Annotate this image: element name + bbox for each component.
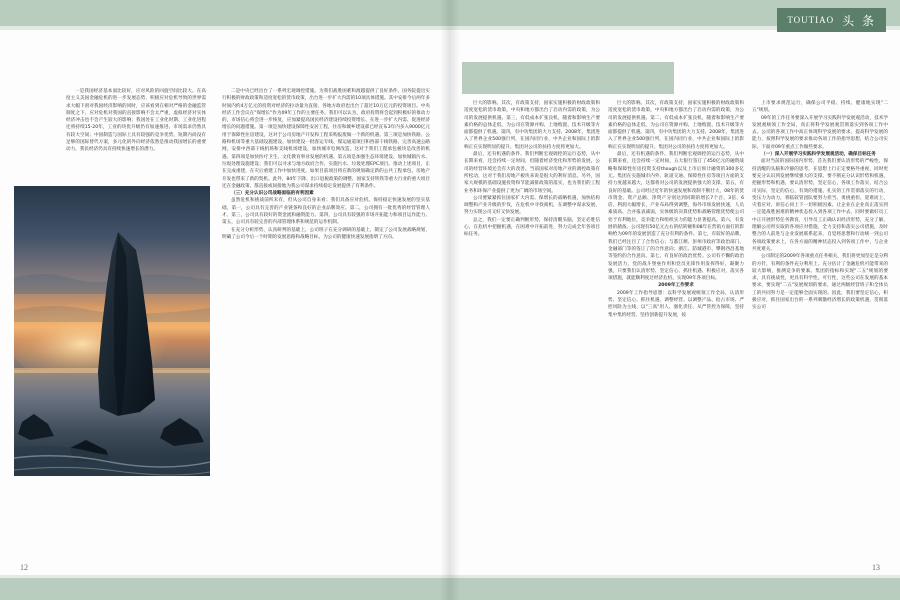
paragraph: 2009年工作指导思想：以科学发展观统领工作全局，认清形势、坚定信心、抓住机遇、调整经营、以调整产品、抢占市场、严控风险为主线，以"三高"用人、强化责任、从严管控为保障，坚持集中集约经营、坚持创新提升发展，按 (608, 290, 744, 318)
page-number-left: 12 (20, 563, 28, 572)
left-col-2 (222, 88, 430, 536)
page-number-right: 13 (872, 563, 880, 572)
right-col-2 (608, 100, 744, 536)
paragraph: 面对当前的国际国内形势，首先我们要认清形势的严峻性，保持清醒的头脑和冷静的思考，在思想上行正定要格外重视，同时更要充分认识到发展继续强大的支撑。要不断充分认识形势和机遇、把握形势和机遇，要认清形势，坚定信心，各项工作落实，结合公司实际，坚定的信心，有效的措施、扎实的工作贯彻落实的行动，变压力为动力，将临较管团队要努力担当、勇挑重担、迎难而上、灾着应对、讲信心同上下一切积极因素、让企业在企业真正落实到一定能战胜困难的精神状态投入到各项工作中去，同时要做好员工中正开展形势任务教育，引导员工正确认识经济形势，充分了解，理解公司所实取的各项应对措施，全力支持和落实公司措施，及时整合的人前进与企业发展联系起来，自觉将思想和行动统一到公司各项政策要求上，在各方面的精神状态投入到各项工作中，与企业共度难关。 (752, 159, 888, 252)
left-col-1 (66, 88, 206, 176)
sunset-sea-stack-photo (14, 186, 210, 476)
paragraph: 最后，还有机遇的条件。我们判断宏观调控的运行态势，从中长期来看，还会持续一定时间，但随着经济变化和形势的发展，公司的经营环境还会有大的改善。当前国家对房地产业的调控政策有所松动，这对于我们房地产板块来说是很大的利好消息。另外，国家大规模的基础设施投资和节能减排政策的落实，也为我们的工程业务和环保产业提供了更为广阔的市场空间。 (464, 152, 600, 194)
left-bottom-pale-band (0, 575, 450, 578)
paragraph: 上市要求规范运行，确保公司平稳、持续、健康地实现"二五"规划。 (752, 101, 888, 114)
right-bottom-pale-band (450, 575, 900, 578)
masthead (777, 8, 886, 32)
paragraph: 巨大的影响。其次，有政策支持，国家实施积极的财政政策和适度宽松的货币政策，中央和地方都出台了启动内需的政策，为公司的发展提供机遇。第二，有低成本扩张良机，随着和影响生产要素价格的总体走低，为公司在资源并购、土地购置、技术升级等方面都提供了机遇。第四，有中功集团的大力支持。2008年，集团进入了世界企业500强行列，在国内同行业、中共企业和国际上的影响正在实现明显的提升，集团对公司的扶持力度将更加大。 (608, 101, 744, 150)
paragraph: 09年的工作任务要深入开展学习实践科学发展观活动，技术学发展观统领工作全局，真正将科学发展观贯彻落实到各项工作中去。公司的各项工作中高正体现科学发展的要求，提高科学发展的能力，按照科学发展的要求推动各项工作的指导思想，结合公司实际，下面对09年重点工作做些要求。 (752, 115, 888, 150)
masthead-latin-title: TOUTIAO (787, 15, 835, 25)
left-top-pale-band (0, 26, 450, 30)
year-section-heading: 2009年工作要求 (658, 283, 694, 289)
left-top-green-band (0, 0, 450, 26)
section-heading: （三）充分认识公司战略面临的有利因素 (231, 191, 314, 197)
paragraph: 公司制定的2009年各项重点任务相关，我们将更加坚定是分利的方针，有利的条件充分利用上。充分估计了金融危机可能带来的较大影响，推测竞争的要素。集团的指标和实现"二五"规划的要求，具有挑战性，更具有科学性。可行性，这些公司在发展的基本要求，要实现"二五"发展规划的要求，通过两级经营班子和全体员工的共同努力是一定能够全面实现的。因此，我们要坚定信心，积极应对，抓住国家出台的一系列刺激经济增长的政策机遇，贯彻落实公司 (752, 254, 888, 311)
right-col-1 (464, 100, 600, 536)
paragraph: 最后，还有机遇的条件。我们判断宏观调控的运行态势，从中长期来看，还会持续一定时间，五大银行签订了450亿元的融资战略和保障性住房投资支持though以及上市后预计融资的300多亿元。集团在实施城市内外、轨道交通、保障性住房等项目方面的支持力度越来越大，这都将对公司的发展提供强大的支撑。第五，有良好的基础。公司经过近年的快速发展和改制不断壮大，08年的货币资金、资产总额、净资产分别达到同期的增长7个百、3倍、6倍，利润大幅增长，产业布局得到调整，海外市场发展快速，人员素质高、合并报表减弱，实体级的决算优势和战略管理优势使公司处于有利地位，竞争能力和组织实力的能力显著提高。第六，有发展的储备。公司现有50亿元左右的结转额和08年在营销方面打的影响给为09年的发展创造了充分有利的条件。第七，有较好的品牌。我们已经注目了了合作信心；与都江堰、彭州市政府等政治部门、金融部门等的签订了的合作意向；浙江、防城港市、攀钢西昌基地等签约的合作意向。第七，有良好的政治优势。公司有不懈的政治发展活力，党的战斗堡垒作用和党员先锋作用发挥得好，凝聚力强，只要我们认清形势、坚定信心、抓住机遇、积极应对，落实各项措施，就能顺利度过经济危机，实现09年各项目标。 (608, 152, 744, 282)
right-col-3 (752, 100, 888, 536)
left-bottom-green-band (0, 578, 450, 600)
masthead-chinese-title: 头 条 (842, 13, 876, 28)
paragraph: 巨大的影响。其次，有政策支持，国家实施积极的财政政策和适度宽松的货币政策，中央和地方都出台了启动内需的政策，为公司的发展提供机遇。第三，有低成本扩张良机，随着和影响生产要素价格的总体走低，为公司在资源并购、土地购置、技术升级等方面都提供了机遇。第四，有中功集团的大力支持。2008年，集团进入了世界企业500强行列，在国内同行业、中共企业和国际上的影响正在实现明显的提升，集团对公司的扶持力度将更加大。 (464, 101, 600, 150)
paragraph: 在充分分析形势、认真研判的基础上，公司班子在充分调研的基础上，制定了公司发展战略规划，明确了公司今后一个时期的发展思路和战略目标，为公司的健康快速发展指明了方向。 (222, 227, 430, 240)
paragraph: 公司要紧紧抓住国家扩大内需、保增长的战略机遇，加快结构调整和产业升级的步伐，在危机中寻找商机，在调整中谋求发展，努力实现公司又好又快发展。 (464, 195, 600, 216)
paragraph: 二是中央已经出台了一系列宏观调控措施。为我们战胜困难和渡越提供了良好条件。国务院提出实行积极的财政政策和适度宽松的货币政策，出台进一步扩大内需的10项具体措施。其中安排今后两年多时间内约4万亿元的投资对经济的拉动量为直接，各地方政府也出台了超过10万亿元的投资项目。中央经济工作会议在"保增长"作为09年工作的主要任务。我们可以认为，政府投资将会起到积极好的推动力的，市场信心将会进一步恢复，应加紧提高国民经济建设持续投资增长、在进一步扩大内需、促进经济增长的问题措施。第一项是加快建设保障性安居工程，住房和城乡建设部已经宣布3年内多入9000亿元用于保障性住房建设，这对于公司房地产开发和工程采购报废做一个新的机遇。第三项是加快铁路、公路和机场等重大基础设施建设、加快建设一批客运专线、煤运通道项目和西部干线铁路、完善高速公路网，安排中西部干线机场和支线机场建设，加快城市电网改造。这对于我们工程承包板块是改善的机遇。第四项是加快医疗卫生、文化教育事业发展的机遇、第五项是加强生态环境建设、加快城镇污水、垃圾处理设施建设；我们可以寻求与地方政府合作，实施污水、垃圾处理EPC项目。推动上述项目，正在完成重建，在灾后重建工作中加快进度。如果目前项目将在新的规划确定新的公共工程承包、房地产开发也带来了新的契机。此外，84年下降、出口退税政策的调整、国家支持铁铁等重大行业的重大项目还在金融政策、都直接或间接地为我公司谋求持续稳定发展提供了有利条件。 (222, 89, 430, 189)
right-page (450, 0, 900, 600)
section-heading: （一）深入开展学习实践科学发展观活动，确保目标任务 (761, 152, 876, 158)
paragraph: 总之，我们一定要正确判断形势，保持清醒头脑，坚定必胜信心，在危机中把握机遇，在困难中开拓前进，努力完成全年各项目标任务。 (464, 217, 600, 238)
right-header-color-block (462, 62, 674, 94)
paragraph: 虽然危机和挑战前所未有，但从公司自身来看；我们具备应对危机、保持稳定快速发展的坚实基础，第一，公司具有完善的产业链条和良好的企业品牌效应。第二，公司拥有一批优秀的经营管理人才。第三，公司具有较好的资金流和融资能力。第四，公司具有较强的市场开拓能力和项目运作能力。第五，公司具有较完善的内部管理体系和规范的运作机制。 (222, 198, 430, 226)
paragraph: 一是我国经济基本面比较好，应对风险的回旋空间比较大。在高度主义美国金融危机的进一步发展态势，积极应对危机导致的世界需求大幅下滑对我国经济影响的同时，应该看到在相对严格的金融监管制度之下，应对危机对我国的直接影响不会太严重，虚拟经济对实体经济冲击也不会产生较大的影响；我国处在工业化时期、工业化进程还将持续15-20年，工业的块优升级仍有加速推进、市场需求仍然具有较大空间；中国制造与国际上具有较强的竞争优势，短期内尚没有足够的国际替代方案，多元化的外向经济依然是推动我国增长的重要动力，我民经济仍具有持续快速增长的潜力。 (66, 89, 206, 153)
right-bottom-green-band (450, 578, 900, 600)
